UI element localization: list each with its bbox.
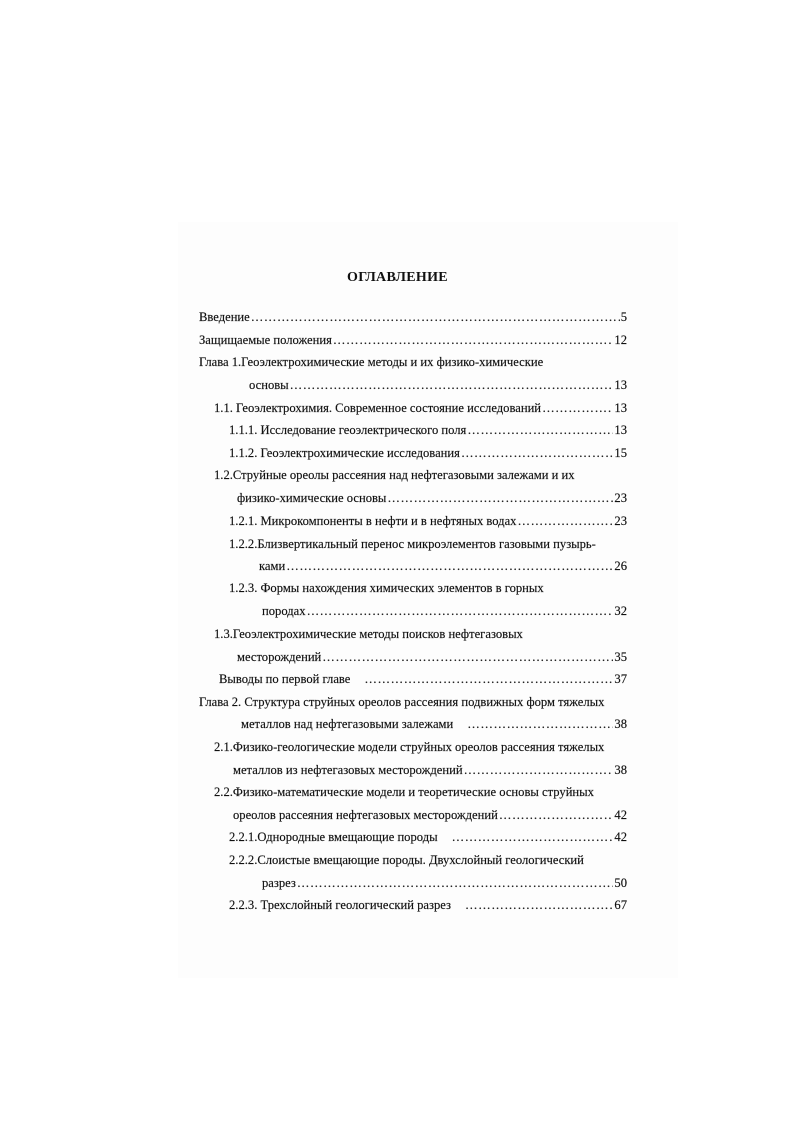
toc-entry-1-2-3-cont[interactable] — [262, 603, 627, 619]
leader-dots — [322, 649, 613, 665]
leader-dots — [464, 762, 614, 778]
toc-page-number: 13 — [614, 378, 627, 392]
toc-entry-text: металлов из нефтегазовых месторождений — [233, 763, 463, 777]
toc-page-number: 5 — [620, 310, 627, 324]
toc-entry-text: Защищаемые положения — [199, 333, 332, 347]
toc-entry-1-2-3[interactable] — [229, 580, 544, 596]
toc-entry-2-2-3[interactable] — [229, 897, 627, 913]
toc-entry-text: 2.2.Физико-математические модели и теоретические основы струйных — [214, 785, 594, 799]
toc-entry-text: 1.1.2. Геоэлектрохимические исследования — [229, 446, 460, 460]
leader-dots — [467, 716, 613, 732]
toc-page-number: 38 — [614, 717, 627, 731]
leader-dots — [461, 445, 613, 461]
toc-entry-introduction[interactable] — [199, 309, 627, 325]
toc-entry-text: породах — [262, 604, 306, 618]
leader-dots — [290, 377, 614, 393]
leader-dots — [499, 807, 614, 823]
toc-entry-text: 1.1. Геоэлектрохимия. Современное состояние исследований — [214, 401, 542, 415]
toc-entry-chapter-1-cont[interactable] — [249, 377, 627, 393]
toc-entry-text: физико-химические основы — [237, 491, 387, 505]
toc-page-number: 26 — [614, 559, 627, 573]
toc-entry-1-1[interactable] — [214, 400, 627, 416]
toc-entry-text: Выводы по первой главе — [219, 672, 351, 686]
leader-dots — [465, 897, 613, 913]
leader-dots — [333, 332, 613, 348]
toc-entry-1-1-1[interactable] — [229, 422, 627, 438]
leader-dots — [387, 490, 613, 506]
toc-entry-text: 2.2.3. Трехслойный геологический разрез — [229, 898, 452, 912]
toc-page-number: 67 — [614, 898, 627, 912]
toc-entry-text: 1.3.Геоэлектрохимические методы поисков нефтегазовых — [214, 627, 523, 641]
leader-dots — [467, 422, 613, 438]
leader-dots — [251, 309, 620, 325]
toc-entry-text: основы — [249, 378, 289, 392]
toc-entry-text: 2.2.1.Однородные вмещающие породы — [229, 830, 438, 844]
toc-entry-2-2-2[interactable] — [229, 852, 584, 868]
leader-dots — [286, 558, 613, 574]
toc-page-number: 32 — [614, 604, 627, 618]
toc-entry-chapter-1[interactable] — [199, 354, 543, 370]
leader-dots — [452, 829, 614, 845]
toc-entry-text: 1.2.Струйные ореолы рассеяния над нефтегазовыми залежами и их — [214, 468, 575, 482]
toc-entry-text: 2.1.Физико-геологические модели струйных ореолов рассеяния тяжелых — [214, 740, 605, 754]
toc-entry-2-2[interactable] — [214, 784, 594, 800]
toc-entry-text: Глава 1.Геоэлектрохимические методы и их физико-химические — [199, 355, 544, 369]
leader-dots — [517, 513, 613, 529]
toc-entry-text: ореолов рассеяния нефтегазовых месторождений — [233, 808, 498, 822]
toc-entry-1-2-1[interactable] — [229, 513, 627, 529]
toc-page-number: 23 — [614, 491, 627, 505]
toc-entry-2-2-cont[interactable] — [233, 807, 627, 823]
toc-page-number: 13 — [614, 401, 627, 415]
toc-page-number: 50 — [614, 876, 627, 890]
toc-entry-text: ками — [259, 559, 286, 573]
toc-entry-chapter-2[interactable] — [199, 694, 604, 710]
toc-entry-defended-positions[interactable] — [199, 332, 627, 348]
toc-entry-text: месторождений — [237, 650, 322, 664]
toc-page-number: 38 — [614, 763, 627, 777]
toc-entry-text: 1.2.2.Близвертикальный перенос микроэлементов газовыми пузырь- — [229, 537, 596, 551]
leader-dots — [307, 603, 614, 619]
toc-page-number: 35 — [614, 650, 627, 664]
toc-entry-text: 1.2.3. Формы нахождения химических элементов в горных — [229, 581, 544, 595]
toc-entry-chapter-1-conclusions[interactable] — [219, 671, 627, 687]
toc-entry-text: 1.1.1. Исследование геоэлектрического поля — [229, 423, 467, 437]
toc-entry-2-2-2-cont[interactable] — [262, 875, 627, 891]
toc-title: ОГЛАВЛЕНИЕ — [347, 270, 448, 285]
toc-page-number: 15 — [614, 446, 627, 460]
toc-entry-text: Глава 2. Структура струйных ореолов рассеяния подвижных форм тяжелых — [199, 695, 605, 709]
toc-entry-1-1-2[interactable] — [229, 445, 627, 461]
toc-entry-text: 2.2.2.Слоистые вмещающие породы. Двухслойный геологический — [229, 853, 584, 867]
toc-entry-text: 1.2.1. Микрокомпоненты в нефти и в нефтяных водах — [229, 514, 517, 528]
toc-page-number: 23 — [614, 514, 627, 528]
toc-entry-1-3-cont[interactable] — [237, 649, 627, 665]
toc-page-number: 37 — [614, 672, 627, 686]
toc-page-number: 12 — [614, 333, 627, 347]
toc-entry-1-3[interactable] — [214, 626, 523, 642]
toc-entry-1-2[interactable] — [214, 467, 575, 483]
toc-entry-2-2-1[interactable] — [229, 829, 627, 845]
leader-dots — [297, 875, 614, 891]
leader-dots — [364, 671, 613, 687]
toc-entry-2-1-cont[interactable] — [233, 762, 627, 778]
toc-page-number: 13 — [614, 423, 627, 437]
toc-entry-chapter-2-cont[interactable] — [241, 716, 627, 732]
leader-dots — [542, 400, 613, 416]
toc-entry-2-1[interactable] — [214, 739, 604, 755]
toc-page-number: 42 — [614, 830, 627, 844]
toc-entry-1-2-2[interactable] — [229, 536, 596, 552]
toc-entry-1-2-cont[interactable] — [237, 490, 627, 506]
toc-page-number: 42 — [614, 808, 627, 822]
toc-entry-1-2-2-cont[interactable] — [259, 558, 627, 574]
toc-entry-text: разрез — [262, 876, 296, 890]
toc-entry-text: металлов над нефтегазовыми залежами — [241, 717, 454, 731]
toc-entry-text: Введение — [199, 310, 250, 324]
